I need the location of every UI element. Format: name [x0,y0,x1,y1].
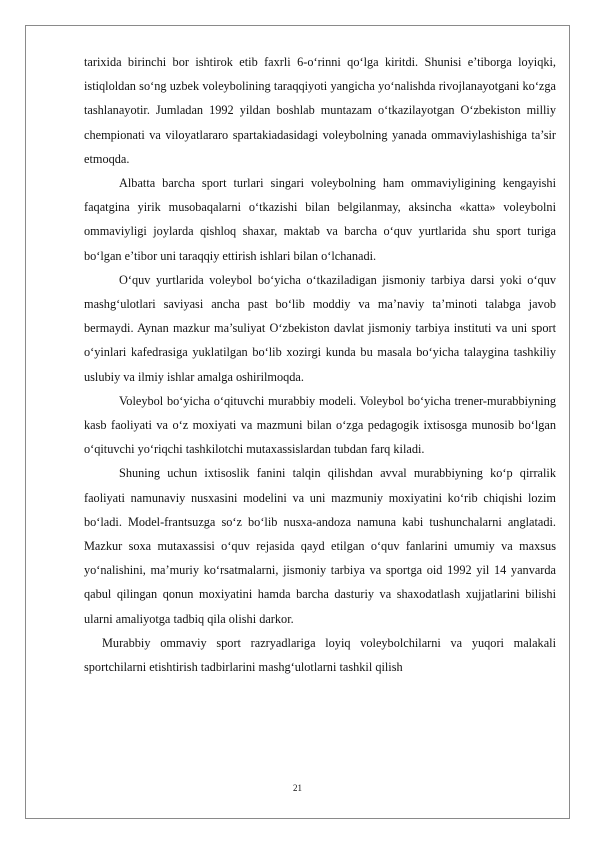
paragraph-6: Murabbiy ommaviy sport razryadlariga loyiq voleybolchilarni va yuqori malakali sportchilarni etishtirish tadbirlarini mashg‘ulotlarni tashkil qilish [84,635,556,675]
document-body [84,50,556,679]
paragraph-1: tarixida birinchi bor ishtirok etib faxrli 6-o‘rinni qo‘lga kiritdi. Shunisi e’tiborga loyiqki, istiqloldan so‘ng uzbek voleybolining taraqqiyoti yangicha yo‘nalishda rivojlanayotgani ko‘zga tashlanayotir. Jumladan 1992 yildan boshlab muntazam o‘tkazilayotgan O‘zbekiston milliy chempionati va viloyatlararo spartakiadasidagi voleybolning yanada ommaviylashishiga ta’sir etmoqda. [84,55,556,166]
paragraph-3: O‘quv yurtlarida voleybol bo‘yicha o‘tkaziladigan jismoniy tarbiya darsi yoki o‘quv mashg‘ulotlari saviyasi ancha past bo‘lib moddiy va ma’naviy ta’minoti talabga javob bermaydi. Aynan mazkur ma’suliyat O‘zbekiston davlat jismoniy tarbiya instituti va uni sport o‘yinlari kafedrasiga yuklatilgan bo‘lib xozirgi kunda bu masala bo‘yicha talaygina tashkiliy uslubiy va ilmiy ishlar amalga oshirilmoqda. [84,272,556,384]
paragraph-2: Albatta barcha sport turlari singari voleybolning ham ommaviyligining kengayishi faqatgina yirik musobaqalarni o‘tkazishi bilan belgilanmay, aksincha «katta» voleybolni ommaviyligi joylarda qishloq shaxar, maktab va barcha o‘quv yurtlarida shu sport turiga bo‘lgan e’tibor uni taraqqiy ettirish ishlari bilan o‘lchanadi. [84,176,556,263]
paragraph-4: Voleybol bo‘yicha o‘qituvchi murabbiy modeli. Voleybol bo‘yicha trener-murabbiyning kasb faoliyati va o‘z moxiyati va mazmuni bilan o‘zga pedagogik ixtisosga munosib bo‘lgan o‘qituvchi yo‘riqchi tashkilotchi mutaxassislardan tubdan farq kiladi. [84,393,556,457]
page-number: 21 [293,783,302,793]
paragraph-5: Shuning uchun ixtisoslik fanini talqin qilishdan avval murabbiyning ko‘p qirralik faoliyati namunaviy nusxasini modelini va uni mazmuniy moxiyatini ko‘rib chiqishi lozim bo‘ladi. Model-frantsuzga so‘z bo‘lib nusxa-andoza namuna kabi tushunchalarni anglatadi. Mazkur soxa mutaxassisi o‘quv rejasida qayd etilgan o‘quv fanlarini umumiy va maxsus yo‘nalishini, ma’muriy ko‘rsatmalarni, jismoniy tarbiya va sportga oid 1992 yil 14 yanvarda qabul qilingan qonun moxiyatini hamda barcha dasturiy va shaxodatlash xujjatlarini bilishi ularni amaliyotga tadbiq qila olishi darkor. [84,466,556,626]
